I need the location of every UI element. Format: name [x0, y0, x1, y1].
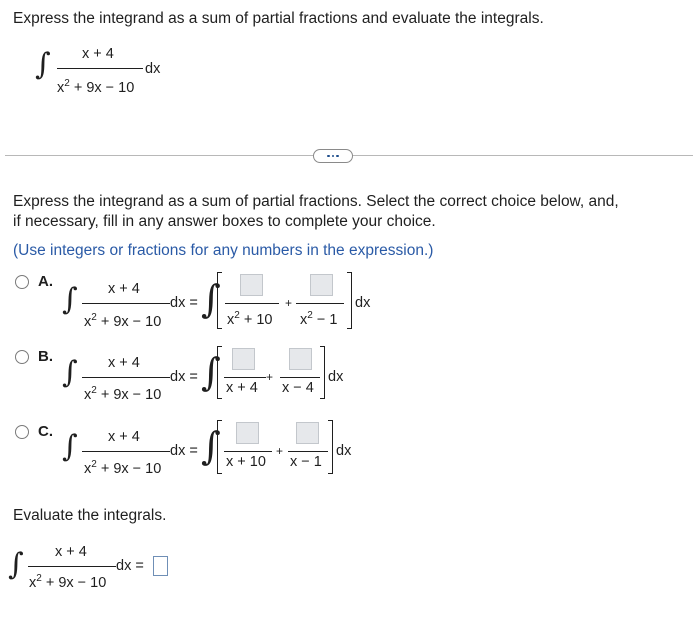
option-a-den2: $x^2 - 1$: [300, 310, 338, 328]
option-c-den1: x + 10: [226, 454, 266, 470]
option-a-denominator: $x^2 + 9x - 10$: [84, 312, 162, 330]
ellipsis-dot: [332, 155, 335, 158]
plus-sign: +: [285, 296, 293, 310]
final-answer-input[interactable]: [153, 556, 168, 576]
option-a-dx-equals: dx =: [170, 295, 198, 311]
option-b-den1: x + 4: [226, 380, 258, 396]
option-c-dx-equals: dx =: [170, 443, 198, 459]
option-b-denominator: $x^2 + 9x - 10$: [84, 385, 162, 403]
option-b-numerator1-input[interactable]: [232, 348, 255, 370]
right-bracket: [328, 420, 333, 474]
instructions-line2: if necessary, fill in any answer boxes to complete your choice.: [13, 213, 436, 230]
integral-sign: ∫: [62, 355, 78, 390]
option-a-numerator: x + 4: [108, 281, 140, 297]
option-a-numerator2-input[interactable]: [310, 274, 333, 296]
option-b-frac1-bar: [224, 377, 266, 378]
final-numerator: x + 4: [55, 544, 87, 560]
option-c-numerator2-input[interactable]: [296, 422, 319, 444]
option-b-fraction-bar: [82, 377, 170, 378]
option-c-radio[interactable]: [15, 425, 29, 439]
option-c-dx: dx: [336, 443, 352, 459]
right-bracket: [320, 346, 325, 399]
option-a-frac2-bar: [296, 303, 344, 304]
ellipsis-icon: [327, 155, 330, 158]
option-b-radio[interactable]: [15, 350, 29, 364]
left-bracket: [217, 346, 222, 399]
option-c-numerator: x + 4: [108, 429, 140, 445]
instructions-line1: Express the integrand as a sum of partial fractions. Select the correct choice below, and,: [13, 193, 619, 210]
option-a-label: A.: [38, 273, 53, 290]
option-c-label: C.: [38, 423, 53, 440]
question-prompt: Express the integrand as a sum of partial fractions and evaluate the integrals.: [13, 10, 544, 27]
ellipsis-dot: [336, 155, 339, 158]
top-denominator: $x^2 + 9x - 10$: [57, 78, 135, 96]
option-a-radio[interactable]: [15, 275, 29, 289]
final-denominator: $x^2 + 9x - 10$: [29, 573, 107, 591]
plus-sign: +: [276, 444, 284, 458]
option-c-frac1-bar: [224, 451, 272, 452]
option-b-numerator2-input[interactable]: [289, 348, 312, 370]
final-dx-equals: dx =: [116, 558, 144, 574]
option-a-dx: dx: [355, 295, 371, 311]
option-c-numerator1-input[interactable]: [236, 422, 259, 444]
left-bracket: [217, 420, 222, 474]
left-bracket: [217, 272, 222, 329]
option-a-den1: $x^2 + 10$: [227, 310, 273, 328]
integral-sign: ∫: [201, 424, 221, 468]
expand-more-button[interactable]: [313, 149, 353, 163]
option-c-fraction-bar: [82, 451, 170, 452]
integral-sign: ∫: [62, 282, 78, 317]
plus-sign: +: [266, 370, 274, 384]
option-b-dx-equals: dx =: [170, 369, 198, 385]
option-b-den2: x − 4: [282, 380, 314, 396]
top-fraction-bar: [57, 68, 143, 69]
option-c-den2: x − 1: [290, 454, 322, 470]
option-b-label: B.: [38, 348, 53, 365]
integral-sign: ∫: [201, 350, 221, 394]
option-a-fraction-bar: [82, 303, 170, 304]
option-c-denominator: $x^2 + 9x - 10$: [84, 459, 162, 477]
integral-sign: ∫: [201, 277, 221, 321]
top-numerator: x + 4: [82, 46, 114, 62]
right-bracket: [347, 272, 352, 329]
option-b-dx: dx: [328, 369, 344, 385]
option-b-numerator: x + 4: [108, 355, 140, 371]
option-b-frac2-bar: [280, 377, 320, 378]
final-fraction-bar: [28, 566, 116, 567]
evaluate-heading: Evaluate the integrals.: [13, 507, 167, 524]
option-a-frac1-bar: [225, 303, 279, 304]
option-a-numerator1-input[interactable]: [240, 274, 263, 296]
top-dx: dx: [145, 61, 161, 77]
integral-sign: ∫: [35, 47, 51, 82]
instructions-note: (Use integers or fractions for any numbers in the expression.): [13, 242, 434, 259]
integral-sign: ∫: [62, 429, 78, 464]
integral-sign: ∫: [8, 547, 24, 582]
option-c-frac2-bar: [288, 451, 328, 452]
